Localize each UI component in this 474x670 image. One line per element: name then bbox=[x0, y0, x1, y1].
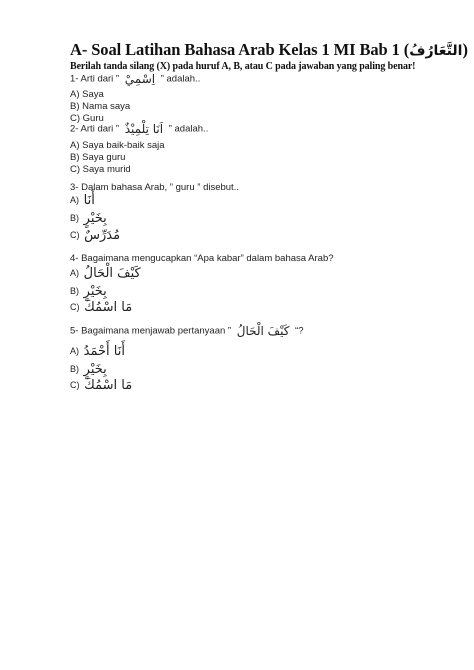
title-arabic: التَّعَارُفُ bbox=[409, 43, 463, 60]
option-arabic: مُدَرِّسٌ bbox=[84, 228, 121, 243]
option-text: Saya guru bbox=[82, 152, 126, 163]
question-2-suffix: ” adalah.. bbox=[166, 123, 209, 135]
question-3-option-b[interactable] bbox=[70, 211, 107, 226]
question-4-option-b[interactable] bbox=[70, 284, 107, 299]
question-5-option-c[interactable] bbox=[70, 378, 132, 393]
option-letter: C) bbox=[70, 113, 81, 124]
option-letter: C) bbox=[70, 380, 80, 391]
option-arabic: بِخَيْرٍ bbox=[83, 284, 107, 299]
question-5 bbox=[70, 324, 304, 338]
option-letter: C) bbox=[70, 164, 81, 175]
option-letter: B) bbox=[70, 286, 79, 297]
question-2-option-c[interactable] bbox=[70, 164, 131, 175]
question-3-option-a[interactable] bbox=[70, 193, 95, 208]
option-letter: B) bbox=[70, 101, 80, 112]
question-5-arabic: كَيْفَ الْحَالُ bbox=[236, 324, 290, 338]
question-5-suffix: “? bbox=[292, 325, 304, 337]
option-letter: A) bbox=[70, 195, 79, 206]
question-1-option-a[interactable] bbox=[70, 89, 104, 100]
option-letter: A) bbox=[70, 346, 79, 357]
title-suffix: ) bbox=[462, 40, 468, 59]
question-4-option-c[interactable] bbox=[70, 300, 132, 315]
option-arabic: أَنَا bbox=[83, 193, 95, 208]
question-5-prefix: 5- Bagaimana menjawab pertanyaan ” bbox=[70, 325, 234, 337]
option-letter: C) bbox=[70, 302, 80, 313]
option-letter: A) bbox=[70, 140, 80, 151]
option-arabic: أَنَا أَحْمَدُ bbox=[83, 344, 125, 359]
question-2 bbox=[70, 122, 208, 136]
instruction-text: Berilah tanda silang (X) pada huruf A, B, atau C pada jawaban yang paling benar! bbox=[70, 61, 416, 72]
question-3: 3- Dalam bahasa Arab, ” guru ” disebut.. bbox=[70, 182, 239, 193]
option-letter: B) bbox=[70, 152, 80, 163]
option-text: Nama saya bbox=[82, 101, 131, 112]
option-letter: B) bbox=[70, 213, 79, 224]
question-2-option-a[interactable] bbox=[70, 140, 165, 151]
question-2-arabic: اَنَا تِلْمِيْذٌ bbox=[124, 122, 164, 136]
question-1 bbox=[70, 72, 200, 86]
worksheet-title bbox=[70, 40, 468, 60]
option-arabic: بِخَيْرٍ bbox=[83, 211, 107, 226]
option-text: Guru bbox=[82, 113, 104, 124]
question-5-option-a[interactable] bbox=[70, 344, 125, 359]
question-1-option-b[interactable] bbox=[70, 101, 130, 112]
question-5-option-b[interactable] bbox=[70, 362, 107, 377]
option-text: Saya bbox=[82, 89, 104, 100]
option-arabic: كَيْفَ الْحَالُ bbox=[83, 266, 141, 281]
option-arabic: بِخَيْرٍ bbox=[83, 362, 107, 377]
option-arabic: مَا اسْمُكَ bbox=[84, 300, 133, 315]
title-prefix: A- Soal Latihan Bahasa Arab Kelas 1 MI Bab 1 ( bbox=[70, 40, 410, 59]
question-4: 4- Bagaimana mengucapkan “Apa kabar” dalam bahasa Arab? bbox=[70, 253, 334, 264]
question-1-arabic: اِسْمِيْ bbox=[124, 72, 156, 86]
option-letter: A) bbox=[70, 89, 80, 100]
option-letter: B) bbox=[70, 364, 79, 375]
option-letter: A) bbox=[70, 268, 79, 279]
option-arabic: مَا اسْمُكَ bbox=[84, 378, 133, 393]
option-text: Saya baik-baik saja bbox=[82, 140, 165, 151]
question-4-option-a[interactable] bbox=[70, 266, 141, 281]
question-1-suffix: ” adalah.. bbox=[158, 73, 201, 85]
question-2-option-b[interactable] bbox=[70, 152, 125, 163]
question-1-prefix: 1- Arti dari ” bbox=[70, 73, 122, 85]
option-text: Saya murid bbox=[82, 164, 131, 175]
option-letter: C) bbox=[70, 230, 80, 241]
question-2-prefix: 2- Arti dari ” bbox=[70, 123, 122, 135]
question-3-option-c[interactable] bbox=[70, 228, 120, 243]
